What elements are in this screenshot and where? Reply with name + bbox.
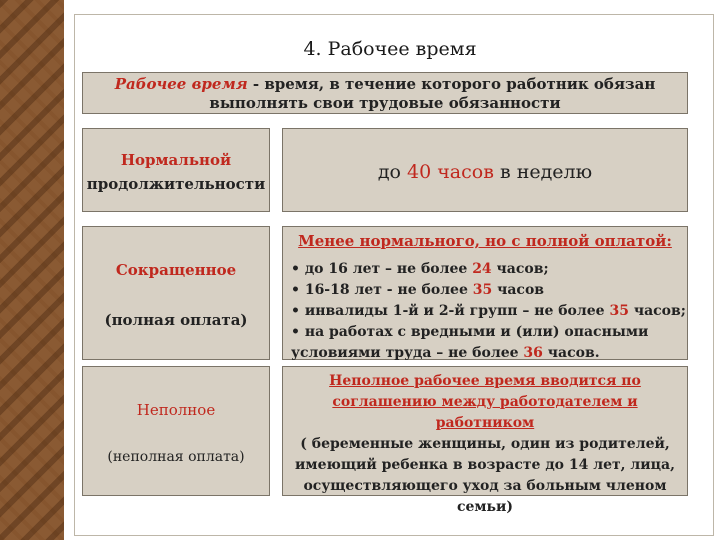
item-number: 35 bbox=[472, 282, 493, 298]
reduced-label: Сокращенное bbox=[115, 261, 237, 279]
partial-label-box bbox=[82, 366, 270, 496]
normal-value-number: 40 bbox=[407, 161, 432, 183]
slide-title: 4. Рабочее время bbox=[303, 38, 477, 60]
list-item bbox=[291, 301, 686, 322]
item-text: • до 16 лет – не более bbox=[291, 261, 473, 277]
partial-text-line: семьи) bbox=[456, 499, 514, 515]
list-item bbox=[291, 280, 686, 301]
decorative-sidebar bbox=[0, 0, 64, 540]
definition-rest: - время, в течение которого работник обязан bbox=[247, 75, 656, 93]
item-text: часов. bbox=[542, 345, 600, 361]
partial-text bbox=[283, 371, 687, 518]
partial-details-box bbox=[282, 366, 688, 515]
partial-heading-line2: соглашению между работодателем и работником bbox=[332, 394, 638, 431]
normal-value-box bbox=[282, 128, 688, 212]
item-text: условиями труда – не более bbox=[291, 345, 524, 361]
definition-term: Рабочее время bbox=[114, 75, 248, 93]
normal-label-line2: продолжительности bbox=[86, 175, 266, 193]
partial-text-line: осуществляющего уход за больным членом bbox=[303, 478, 667, 494]
item-text: часов; bbox=[491, 261, 549, 277]
item-text: • инвалиды 1-й и 2-й групп – не более bbox=[291, 303, 610, 319]
partial-text-line: ( беременные женщины, один из родителей, bbox=[300, 436, 670, 452]
normal-label-line1: Нормальной bbox=[120, 151, 232, 169]
item-number: 35 bbox=[609, 303, 629, 319]
item-number: 36 bbox=[523, 345, 543, 361]
item-text: • на работах с вредными и (или) опасными bbox=[291, 324, 649, 340]
partial-label: Неполное bbox=[136, 401, 216, 419]
partial-sublabel: (неполная оплата) bbox=[107, 449, 245, 465]
reduced-details-box bbox=[282, 226, 688, 360]
normal-value-tail: в неделю bbox=[493, 161, 593, 183]
item-text: • 16-18 лет - не более bbox=[291, 282, 473, 298]
list-item bbox=[291, 259, 686, 280]
reduced-sublabel: (полная оплата) bbox=[104, 311, 248, 329]
item-text: часов; bbox=[628, 303, 686, 319]
normal-value-suffix: часов bbox=[431, 161, 494, 183]
list-item bbox=[291, 322, 686, 343]
partial-text-line: имеющий ребенка в возрасте до 14 лет, лица, bbox=[295, 457, 675, 473]
partial-heading-line1: Неполное рабочее время вводится по bbox=[329, 373, 641, 389]
normal-value bbox=[283, 161, 687, 183]
item-number: 24 bbox=[472, 261, 492, 277]
reduced-list bbox=[291, 259, 686, 364]
normal-label-box bbox=[82, 128, 270, 212]
reduced-heading: Менее нормального, но с полной оплатой: bbox=[298, 232, 672, 250]
list-item bbox=[291, 343, 686, 364]
definition-line-1 bbox=[83, 75, 687, 94]
definition-box bbox=[82, 72, 688, 114]
definition-line-2: выполнять свои трудовые обязанности bbox=[209, 94, 561, 112]
normal-value-prefix: до bbox=[377, 161, 408, 183]
item-text: часов bbox=[492, 282, 545, 298]
reduced-label-box bbox=[82, 226, 270, 360]
